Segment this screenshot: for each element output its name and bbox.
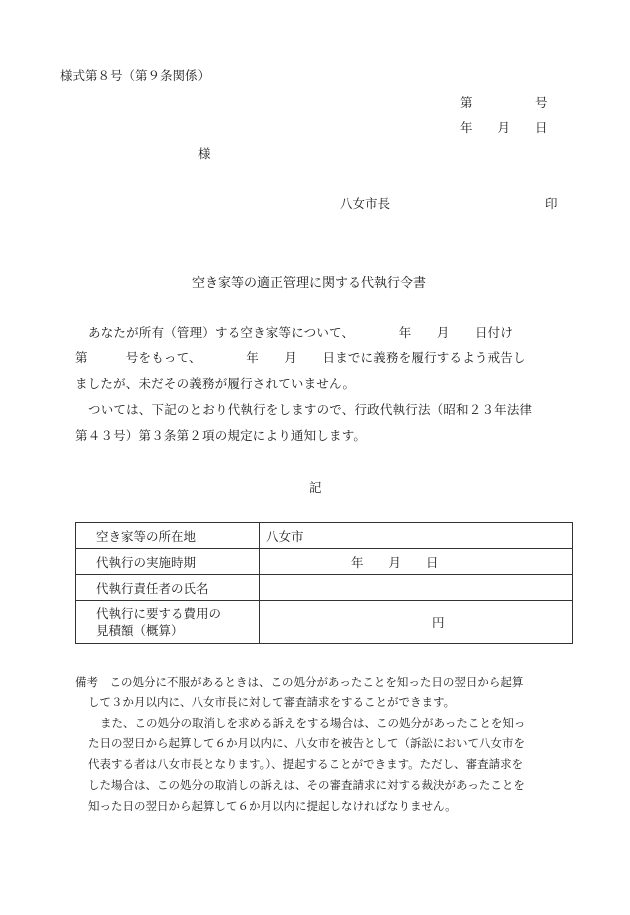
execution-period-value: 年 月 日 — [351, 554, 439, 570]
remarks-line7: 知った日の翌日から起算して６か月以内に提起しなければなりません。 — [88, 799, 457, 813]
remarks-line6: した場合は、この処分の取消しの訴えは、その審査請求に対する裁決があったことを — [88, 778, 525, 792]
table-row — [76, 575, 573, 601]
body-paragraph1-line2: 第 号をもって、 年 月 日までに義務を履行するよう戒告し — [75, 350, 526, 365]
location-label: 空き家等の所在地 — [76, 523, 260, 549]
ki-heading: 記 — [309, 480, 322, 495]
location-value: 八女市 — [260, 523, 573, 549]
body-paragraph1-line1: あなたが所有（管理）する空き家等について、 年 月 日付け — [88, 325, 514, 340]
recipient-suffix: 様 — [198, 146, 211, 161]
form-label: 様式第８号（第９条関係） — [60, 68, 211, 83]
remarks-line2: して３か月以内に、八女市長に対して審査請求をすることができます。 — [88, 695, 456, 709]
cost-label-line1: 代執行に要する費用の — [96, 606, 222, 621]
cost-label-line2: 見積額（概算） — [96, 623, 184, 638]
table-row — [76, 549, 573, 575]
body-paragraph2-line1: ついては、下記のとおり代執行をしますので、行政代執行法（昭和２３年法律 — [88, 402, 533, 417]
execution-period-label: 代執行の実施時期 — [76, 549, 260, 575]
remarks-line1: 備考 この処分に不服があるときは、この処分があったことを知った日の翌日から起算 — [75, 675, 524, 689]
table-row — [76, 523, 573, 549]
remarks-line4: た日の翌日から起算して６か月以内に、八女市を被告として（訴訟において八女市を — [88, 736, 525, 750]
remarks-line3: また、この処分の取消しを求める訴えをする場合は、この処分があったことを知っ — [100, 716, 526, 730]
document-date: 年 月 日 — [460, 120, 548, 135]
responsible-person-label: 代執行責任者の氏名 — [76, 575, 260, 601]
table-row — [76, 601, 573, 644]
body-paragraph1-line3: ましたが、未だその義務が履行されていません。 — [75, 376, 356, 391]
document-number: 第 号 — [460, 95, 548, 110]
execution-details-table — [75, 522, 573, 644]
responsible-person-value — [260, 575, 573, 601]
seal-mark: 印 — [545, 196, 558, 211]
document-title: 空き家等の適正管理に関する代執行令書 — [192, 276, 427, 291]
cost-value: 円 — [432, 615, 445, 630]
remarks-line5: 代表する者は八女市長となります。）、提起することができます。ただし、審査請求を — [88, 757, 524, 771]
issuer-name: 八女市長 — [340, 196, 391, 211]
body-paragraph2-line2: 第４３号）第３条第２項の規定により通知します。 — [75, 428, 367, 443]
